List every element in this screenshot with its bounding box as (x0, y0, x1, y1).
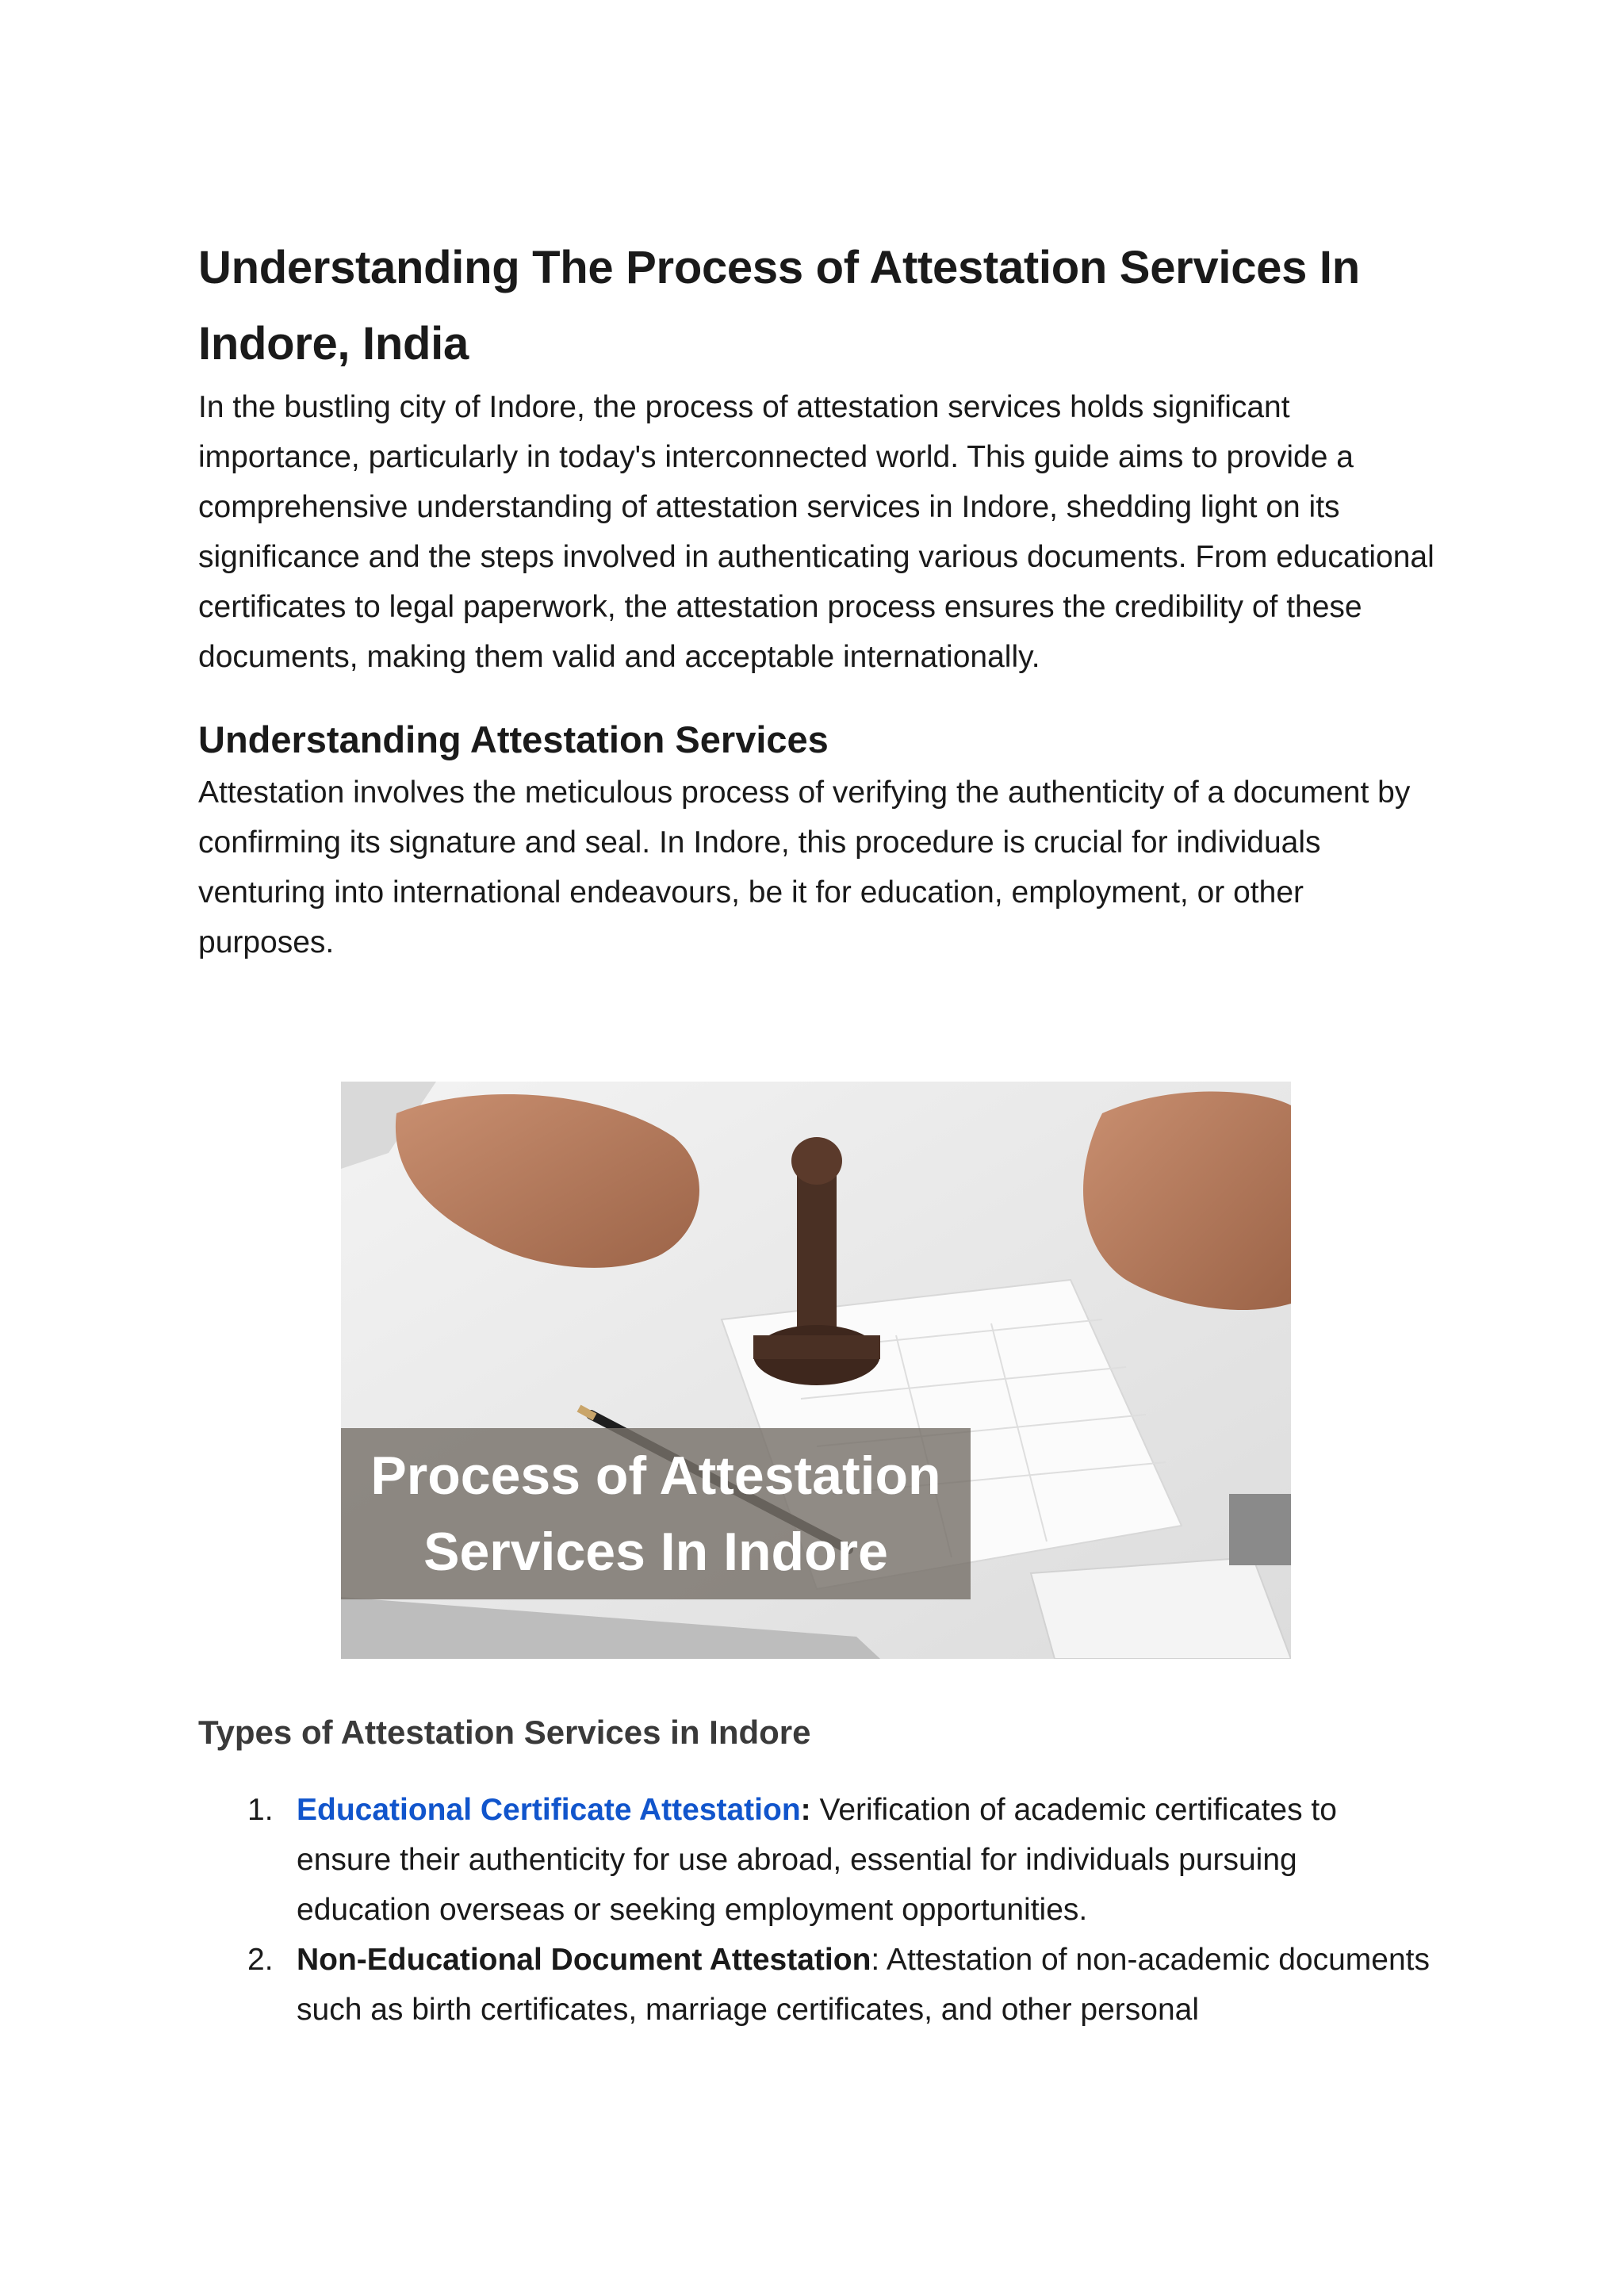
list-item (198, 1785, 1435, 1935)
list-item-description: Attestation of non-academic documents such as birth certificates, marriage certificates, and other personal (297, 1943, 1430, 2027)
section-paragraph: Attestation involves the meticulous process of verifying the authenticity of a document by confirming its signature and seal. In Indore, this procedure is crucial for individuals venturing into international endeavours, be it for education, employment, or other purposes. (198, 776, 1411, 959)
list-item-term: Non-Educational Document Attestation (297, 1943, 871, 1977)
types-section (198, 1709, 1435, 2035)
types-heading: Types of Attestation Services in Indore (198, 1714, 811, 1751)
article (198, 230, 1435, 967)
educational-attestation-link[interactable]: Educational Certificate Attestation (297, 1793, 801, 1827)
hero-caption-line-1: Process of Attestation (370, 1446, 941, 1506)
section-heading: Understanding Attestation Services (198, 718, 829, 760)
hero-image (341, 1082, 1291, 1659)
term-separator: : (871, 1943, 880, 1977)
types-list (198, 1785, 1435, 2035)
hero-caption (341, 1428, 971, 1599)
list-item-description: Verification of academic certificates to ensure their authenticity for use abroad, essential for individuals pursuing education overseas or seeking employment opportunities. (297, 1793, 1337, 1927)
page-title: Understanding The Process of Attestation Services In Indore, India (198, 242, 1360, 370)
list-number: 2. (247, 1943, 274, 1977)
intro-paragraph: In the bustling city of Indore, the process of attestation services holds significant importance, particularly in today's interconnected world. This guide aims to provide a comprehensive understanding of attestation services in Indore, shedding light on its significance and the steps involved in authenticating various documents. From educational certificates to legal paperwork, the attestation process ensures the credibility of these documents, making them valid and acceptable internationally. (198, 390, 1434, 674)
hero-caption-line-2: Services In Indore (423, 1522, 888, 1582)
list-number: 1. (247, 1793, 274, 1827)
term-separator: : (800, 1793, 811, 1827)
list-item (198, 1935, 1435, 2035)
